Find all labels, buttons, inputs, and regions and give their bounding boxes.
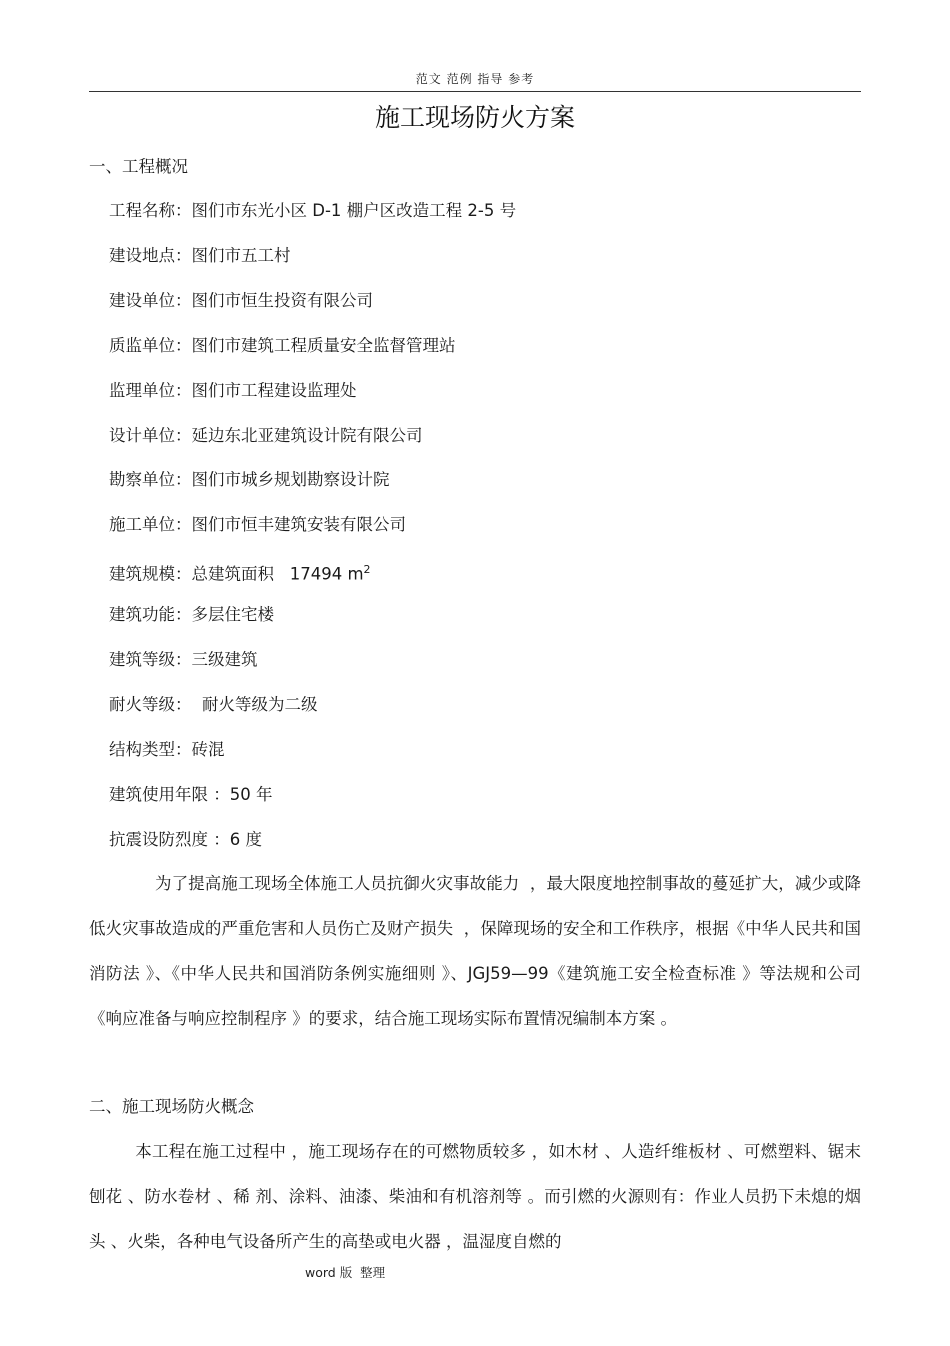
page-footer: word 版 整理 xyxy=(305,1265,386,1280)
info-value: 50 年 xyxy=(229,785,273,804)
info-row xyxy=(109,380,357,402)
info-value: 6 度 xyxy=(229,830,262,849)
info-value: 图们市恒丰建筑安装有限公司 xyxy=(191,515,406,534)
info-row xyxy=(109,694,318,716)
info-row xyxy=(109,739,225,761)
info-row xyxy=(109,604,274,626)
info-row xyxy=(109,290,373,312)
info-label: 质监单位： xyxy=(109,336,192,355)
info-value: 三级建筑 xyxy=(191,650,258,669)
info-value-superscript: 2 xyxy=(363,563,371,576)
info-label: 建筑规模： xyxy=(109,564,192,584)
info-value: 图们市五工村 xyxy=(191,246,291,265)
paragraph-purpose xyxy=(89,861,867,1041)
info-value: 图们市东光小区 D-1 棚户区改造工程 2-5 号 xyxy=(191,201,517,220)
section-heading-overview: 一、工程概况 xyxy=(89,157,188,176)
info-row xyxy=(109,200,516,222)
info-label: 施工单位： xyxy=(109,515,192,534)
info-row xyxy=(109,559,371,586)
info-row xyxy=(109,829,262,851)
info-label: 建筑功能： xyxy=(109,605,192,624)
paragraph-fire-sources xyxy=(89,1129,861,1264)
info-label: 监理单位： xyxy=(109,381,192,400)
document-title: 施工现场防火方案 xyxy=(374,103,575,132)
info-label: 建筑等级： xyxy=(109,650,192,669)
info-label: 建筑使用年限 ： xyxy=(109,785,230,804)
info-value: 延边东北亚建筑设计院有限公司 xyxy=(191,426,423,445)
info-row xyxy=(109,649,258,671)
info-label: 抗震设防烈度 ： xyxy=(109,830,230,849)
info-value: 图们市工程建设监理处 xyxy=(191,381,357,400)
header-divider xyxy=(89,91,861,92)
info-label: 结构类型： xyxy=(109,740,192,759)
info-label: 工程名称： xyxy=(109,201,192,220)
info-label: 建设单位： xyxy=(109,291,192,310)
info-label: 建设地点： xyxy=(109,246,192,265)
info-value: 多层住宅楼 xyxy=(191,605,274,624)
page-header: 范文 范例 指导 参考 xyxy=(415,72,535,86)
info-row xyxy=(109,469,390,491)
info-row xyxy=(109,425,423,447)
paragraph-fire-sources-text: 本工程在施工过程中 ，施工现场存在的可燃物质较多 ，如木材 、人造纤维板材 、可燃塑料、锯末刨花 、防水卷材 、稀 剂、涂料、油漆、柴油和有机溶剂等 。而引燃的火源则有：作业人员扔下未熄的烟头 、火柴，各种电气设备所产生的高垫或电火器 ，温湿度自燃的 xyxy=(89,1142,861,1251)
info-value: 总建筑面积 17494 m xyxy=(191,564,364,584)
section-heading-fire-concept: 二、施工现场防火概念 xyxy=(89,1097,254,1116)
info-label: 设计单位： xyxy=(109,426,192,445)
info-row xyxy=(109,784,273,806)
info-row xyxy=(109,335,456,357)
info-value: 图们市城乡规划勘察设计院 xyxy=(191,470,390,489)
info-label: 勘察单位： xyxy=(109,470,192,489)
info-label: 耐火等级： xyxy=(109,695,192,714)
info-row xyxy=(109,245,291,267)
paragraph-purpose-text: 为了提高施工现场全体施工人员抗御火灾事故能力 ，最大限度地控制事故的蔓延扩大，减少或降低火灾事故造成的严重危害和人员伤亡及财产损失 ，保障现场的安全和工作秩序，根据《中华人民共和国消防法 》、《中华人民共和国消防条例实施细则 》、JGJ59—99《建筑施工安全检查标准 》等法规和公司 《响应准备与响应控制程序 》的要求，结合施工现场实际布置情况编制本方案 。 xyxy=(89,874,867,1028)
info-value: 图们市恒生投资有限公司 xyxy=(191,291,373,310)
info-value: 砖混 xyxy=(191,740,225,759)
info-value: 耐火等级为二级 xyxy=(191,695,318,714)
info-row xyxy=(109,514,406,536)
info-value: 图们市建筑工程质量安全监督管理站 xyxy=(191,336,456,355)
